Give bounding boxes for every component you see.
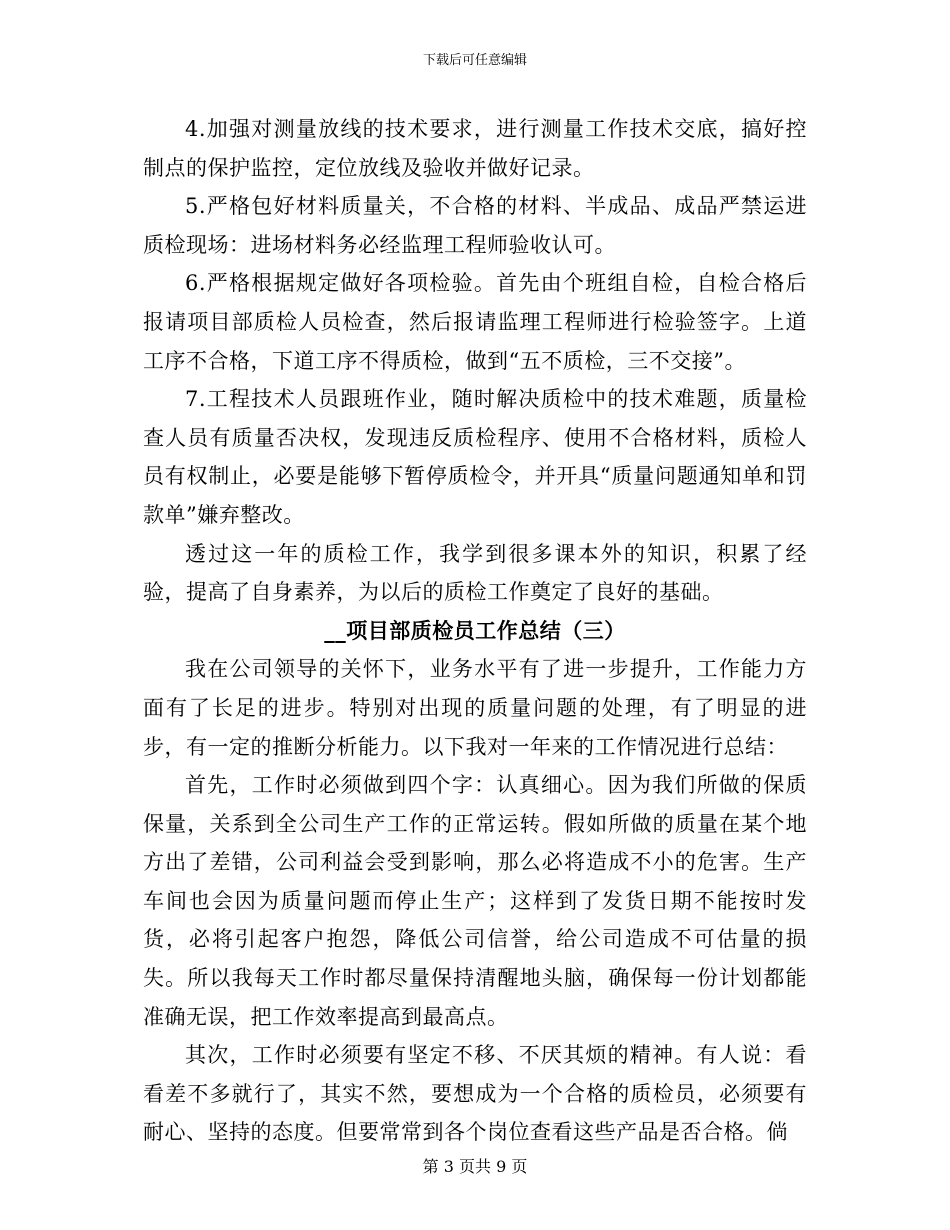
page-header: 下载后可任意编辑 [422,53,527,68]
paragraph-conclusion: 透过这一年的质检工作，我学到很多课本外的知识，积累了经验，提高了自身素养，为以后的质检工作奠定了良好的基础。 [143,541,807,605]
paragraph-item-7: 7.工程技术人员跟班作业，随时解决质检中的技术难题，质量检查人员有质量否决权，发现违反质检程序、使用不合格材料，质检人员有权制止，必要是能够下暂停质检令，并开具“质量问题通知单和罚款单”嫌弃整改。 [143,387,807,527]
document-body [143,110,807,1152]
paragraph-item-4: 4.加强对测量放线的技术要求，进行测量工作技术交底，搞好控制点的保护监控，定位放线及验收并做好记录。 [143,117,807,180]
page-footer: 第 3 页共 9 页 [422,1157,528,1176]
paragraph-item-6: 6.严格根据规定做好各项检验。首先由个班组自检，自检合格后报请项目部质检人员检查，然后报请监理工程师进行检验签字。上道工序不合格，下道工序不得质检，做到“五不质检，三不交接”。 [143,271,807,373]
paragraph-first: 首先，工作时必须做到四个字：认真细心。因为我们所做的保质保量，关系到全公司生产工作的正常运转。假如所做的质量在某个地方出了差错，公司利益会受到影响，那么必将造成不小的危害。生产车间也会因为质量问题而停止生产；这样到了发货日期不能按时发货，必将引起客户抱怨，降低公司信誉，给公司造成不可估量的损失。所以我每天工作时都尽量保持清醒地头脑，确保每一份计划都能准确无误，把工作效率提高到最高点。 [143,773,807,1029]
paragraph-second: 其次，工作时必须要有坚定不移、不厌其烦的精神。有人说：看看差不多就行了，其实不然，要想成为一个合格的质检员，必须要有耐心、坚持的态度。但要常常到各个岗位查看这些产品是否合格。倘 [143,1043,807,1145]
paragraph-intro: 我在公司领导的关怀下，业务水平有了进一步提升，工作能力方面有了长足的进步。特别对出现的质量问题的处理，有了明显的进步，有一定的推断分析能力。以下我对一年来的工作情况进行总结： [143,657,807,759]
paragraph-item-5: 5.严格包好材料质量关，不合格的材料、半成品、成品严禁运进质检现场：进场材料务必经监理工程师验收认可。 [143,194,807,257]
section-title: __项目部质检员工作总结（三） [324,617,626,643]
